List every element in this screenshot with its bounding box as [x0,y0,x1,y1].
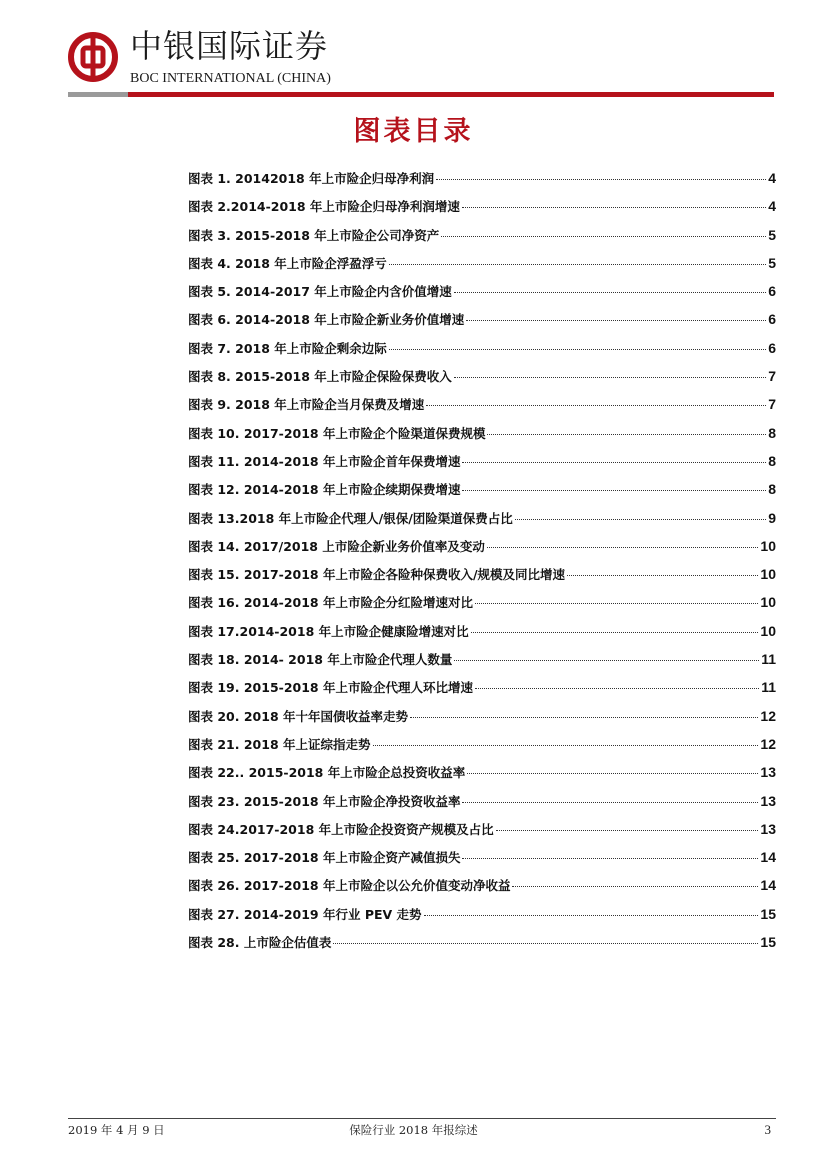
footer-date: 2019 年 4 月 9 日 [68,1123,165,1137]
toc-entry[interactable] [188,673,776,701]
toc-entry[interactable] [188,164,776,192]
toc-entry[interactable] [188,532,776,560]
toc-entry-page: 11 [761,651,776,668]
toc-entry-page: 13 [760,792,776,809]
toc-entry-page: 5 [768,254,776,271]
toc-entry-label: 图表 5. 2014-2017 年上市险企内含价值增速 [188,284,452,300]
toc-entry-page: 14 [760,877,776,894]
toc-dot-leader [454,377,766,378]
toc-entry[interactable] [188,928,776,956]
toc-entry-label: 图表 27. 2014-2019 年行业 PEV 走势 [188,906,422,922]
toc-entry[interactable] [188,758,776,786]
toc-entry[interactable] [188,787,776,815]
toc-entry-label: 图表 3. 2015-2018 年上市险企公司净资产 [188,227,440,243]
toc-entry[interactable] [188,588,776,616]
toc-dot-leader [567,575,758,576]
footer-rule [68,1118,776,1119]
toc-entry-page: 8 [768,452,776,469]
toc-entry-page: 8 [768,481,776,498]
toc-dot-leader [441,236,766,237]
toc-dot-leader [496,830,759,831]
toc-dot-leader [475,688,759,689]
toc-entry-label: 图表 16. 2014-2018 年上市险企分红险增速对比 [188,595,473,611]
toc-entry[interactable] [188,617,776,645]
brand-name-cn: 中银国际证券 [130,27,329,65]
toc-dot-leader [454,660,759,661]
toc-entry-page: 15 [760,905,776,922]
header-rule-gray [68,92,128,97]
toc-entry-label: 图表 4. 2018 年上市险企浮盈浮亏 [188,255,387,271]
toc-entry-label: 图表 14. 2017/2018 上市险企新业务价值率及变动 [188,538,485,554]
toc-entry-label: 图表 17.2014-2018 年上市险企健康险增速对比 [188,623,469,639]
toc-entry-page: 5 [768,226,776,243]
toc-entry-page: 10 [760,622,776,639]
toc-entry-label: 图表 28. 上市险企估值表 [188,935,332,951]
toc-entry-page: 9 [768,509,776,526]
toc-dot-leader [467,773,758,774]
toc-dot-leader [471,632,759,633]
footer-page-number: 3 [764,1122,771,1137]
toc-title: 图表目录 [353,116,474,147]
toc-entry-label: 图表 19. 2015-2018 年上市险企代理人环比增速 [188,680,473,696]
toc-entry-page: 7 [768,396,776,413]
toc-dot-leader [462,462,766,463]
toc-entry-label: 图表 6. 2014-2018 年上市险企新业务价值增速 [188,312,465,328]
toc-entry-page: 10 [760,566,776,583]
toc-entry-label: 图表 11. 2014-2018 年上市险企首年保费增速 [188,453,461,469]
boc-logo-icon [68,32,118,82]
toc-entry-page: 6 [768,339,776,356]
toc-entry[interactable] [188,419,776,447]
toc-entry-page: 4 [768,170,776,186]
toc-entry-label: 图表 13.2018 年上市险企代理人/银保/团险渠道保费占比 [188,510,513,526]
toc-entry[interactable] [188,871,776,899]
toc-entry-page: 14 [760,849,776,866]
toc-dot-leader [462,207,766,208]
toc-entry-page: 7 [768,368,776,385]
toc-entry-label: 图表 24.2017-2018 年上市险企投资资产规模及占比 [188,821,494,837]
toc-dot-leader [466,320,766,321]
header-rule-red [128,92,774,97]
toc-entry-label: 图表 20. 2018 年十年国债收益率走势 [188,708,408,724]
toc-entry[interactable] [188,730,776,758]
toc-dot-leader [462,858,758,859]
toc-entry-label: 图表 8. 2015-2018 年上市险企保险保费收入 [188,369,452,385]
toc-dot-leader [454,292,766,293]
toc-dot-leader [426,405,766,406]
toc-entry-label: 图表 18. 2014- 2018 年上市险企代理人数量 [188,652,453,668]
toc-entry-page: 13 [760,820,776,837]
toc-entry[interactable] [188,645,776,673]
toc-entry[interactable] [188,305,776,333]
toc-entry-label: 图表 23. 2015-2018 年上市险企净投资收益率 [188,793,461,809]
toc-entry-page: 11 [761,679,776,696]
toc-entry-label: 图表 9. 2018 年上市险企当月保费及增速 [188,397,425,413]
toc-entry[interactable] [188,334,776,362]
toc-entry-page: 4 [768,198,776,215]
toc-entry[interactable] [188,702,776,730]
toc-entry[interactable] [188,277,776,305]
toc-entry-page: 10 [760,537,776,554]
toc-dot-leader [462,802,758,803]
toc-dot-leader [373,745,759,746]
toc-entry-page: 12 [760,707,776,724]
toc-dot-leader [512,886,758,887]
toc-entry-label: 图表 12. 2014-2018 年上市险企续期保费增速 [188,482,461,498]
toc-entry-label: 图表 2.2014-2018 年上市险企归母净利润增速 [188,199,460,215]
brand-name-en: BOC INTERNATIONAL (CHINA) [130,71,331,86]
toc-dot-leader [389,349,766,350]
toc-dot-leader [410,717,758,718]
toc-entry[interactable] [188,249,776,277]
toc-entry-label: 图表 26. 2017-2018 年上市险企以公允价值变动净收益 [188,878,511,894]
toc-entry[interactable] [188,362,776,390]
toc-entry-label: 图表 15. 2017-2018 年上市险企各险种保费收入/规模及同比增速 [188,567,566,583]
toc-entry-page: 15 [760,934,776,951]
toc-entry-page: 13 [760,764,776,781]
toc-dot-leader [424,915,759,916]
toc-entry[interactable] [188,815,776,843]
toc-dot-leader [487,434,766,435]
toc-entry[interactable] [188,475,776,503]
toc-dot-leader [475,603,758,604]
toc-dot-leader [462,490,766,491]
toc-dot-leader [436,179,766,180]
toc-dot-leader [487,547,759,548]
toc-entry-page: 12 [760,735,776,752]
toc-dot-leader [515,519,766,520]
toc-entry-label: 图表 25. 2017-2018 年上市险企资产减值损失 [188,850,461,866]
toc-entry[interactable] [188,560,776,588]
toc-entry-page: 6 [768,311,776,328]
toc-list [188,164,776,956]
toc-entry-page: 10 [760,594,776,611]
toc-entry[interactable] [188,504,776,532]
toc-entry-page: 8 [768,424,776,441]
toc-entry[interactable] [188,900,776,928]
toc-entry-label: 图表 22.. 2015-2018 年上市险企总投资收益率 [188,765,466,781]
footer-report-title: 保险行业 2018 年报综述 [349,1123,478,1137]
toc-entry[interactable] [188,843,776,871]
toc-entry[interactable] [188,447,776,475]
toc-entry-label: 图表 7. 2018 年上市险企剩余边际 [188,340,387,356]
toc-entry-label: 图表 1. 20142018 年上市险企归母净利润 [188,171,435,186]
toc-dot-leader [389,264,766,265]
toc-entry-label: 图表 10. 2017-2018 年上市险企个险渠道保费规模 [188,425,486,441]
toc-entry[interactable] [188,192,776,220]
toc-dot-leader [333,943,758,944]
toc-entry-label: 图表 21. 2018 年上证综指走势 [188,736,371,752]
toc-entry-page: 6 [768,283,776,300]
toc-entry[interactable] [188,221,776,249]
toc-entry[interactable] [188,390,776,418]
